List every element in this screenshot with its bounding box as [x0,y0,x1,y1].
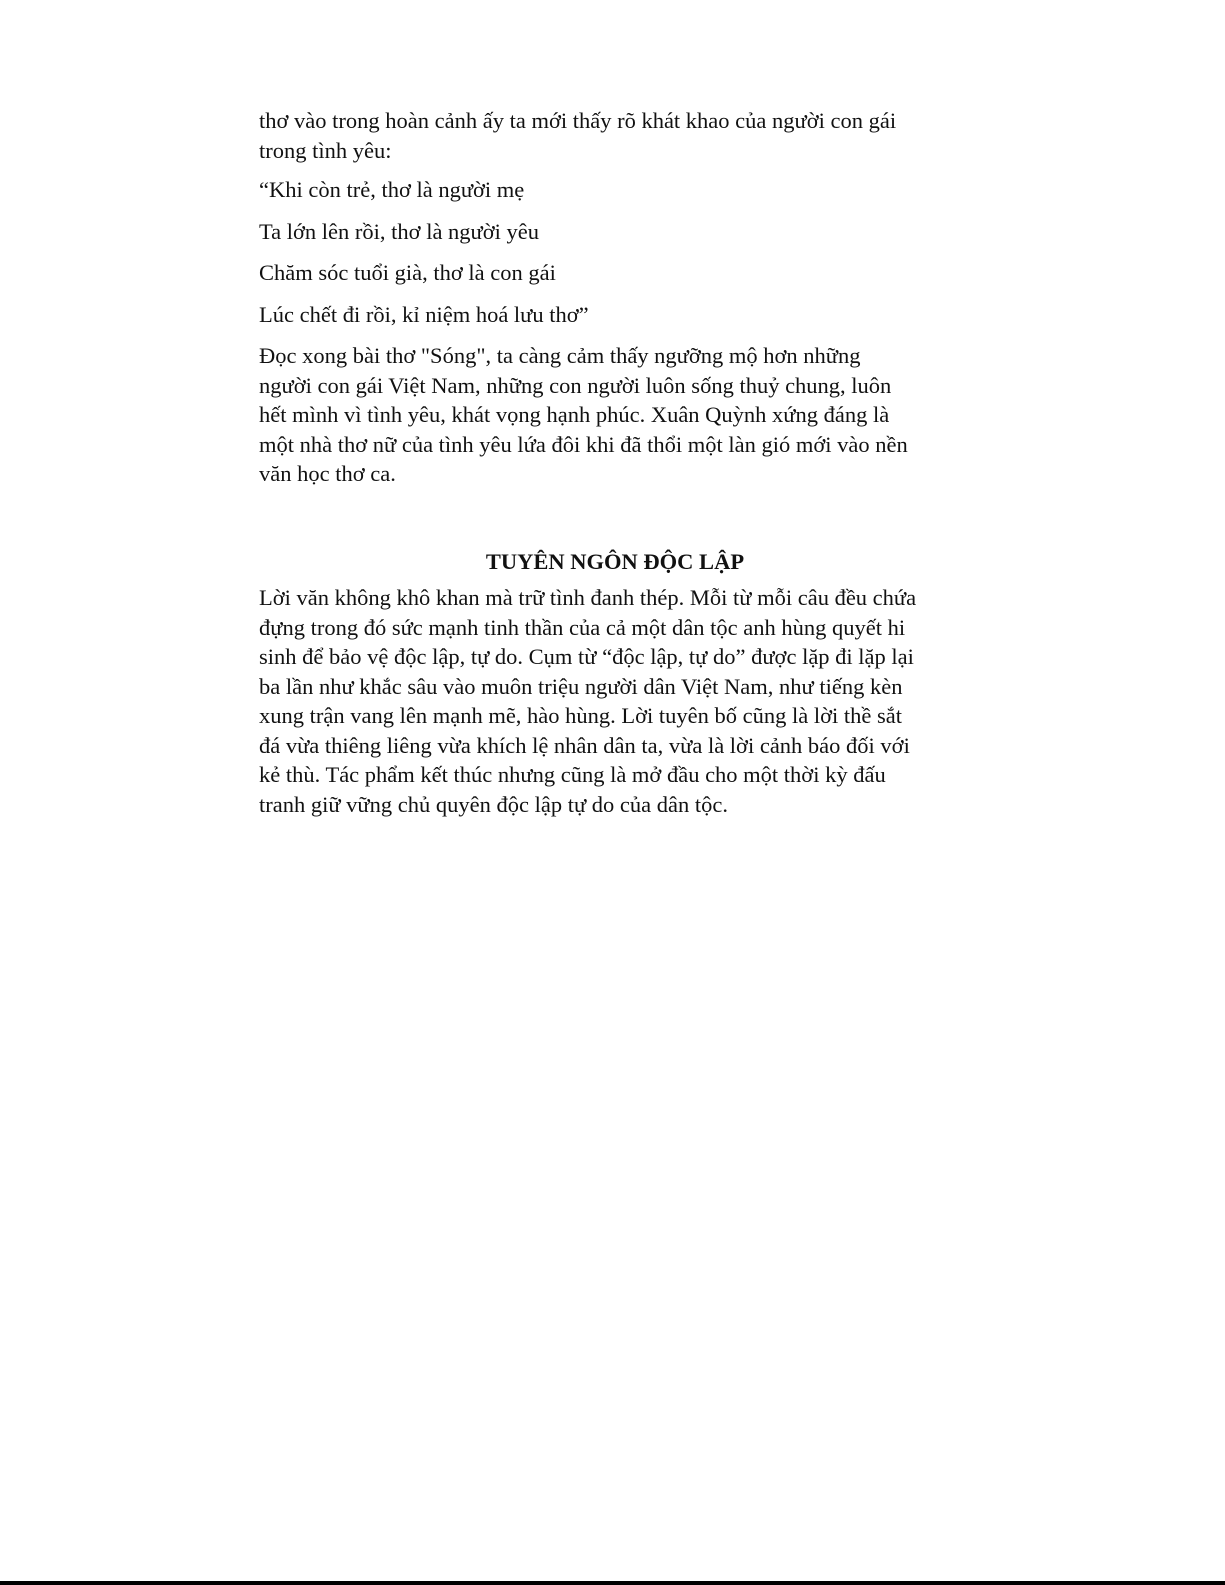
text-line: trong tình yêu: [259,137,392,163]
section-heading: TUYÊN NGÔN ĐỘC LẬP [485,548,745,574]
poem-line: Chăm sóc tuổi già, thơ là con gái [259,260,556,285]
text-line: đựng trong đó sức mạnh tinh thần của cả một dân tộc anh hùng quyết hi [259,614,906,640]
text-line: người con gái Việt Nam, những con người luôn sống thuỷ chung, luôn [259,372,892,398]
text-line: xung trận vang lên mạnh mẽ, hào hùng. Lời tuyên bố cũng là lời thề sắt [259,703,903,728]
poem-line: Lúc chết đi rồi, kỉ niệm hoá lưu thơ” [259,301,589,327]
text-line: một nhà thơ nữ của tình yêu lứa đôi khi đã thổi một làn gió mới vào nền [259,431,908,457]
text-line: Lời văn không khô khan mà trữ tình đanh thép. Mỗi từ mỗi câu đều chứa [259,585,917,610]
page-bottom-border [0,1581,1225,1585]
text-line: ba lần như khắc sâu vào muôn triệu người dân Việt Nam, như tiếng kèn [259,673,903,699]
poem-line: Ta lớn lên rồi, thơ là người yêu [259,218,540,244]
conclusion-paragraph [259,341,971,489]
text-line: sinh để bảo vệ độc lập, tự do. Cụm từ “độc lập, tự do” được lặp đi lặp lại [259,644,914,669]
text-line: văn học thơ ca. [259,461,396,486]
section-body-paragraph [259,583,971,819]
text-line: kẻ thù. Tác phẩm kết thúc nhưng cũng là mở đầu cho một thời kỳ đấu [259,762,886,787]
text-line: thơ vào trong hoàn cảnh ấy ta mới thấy rõ khát khao của người con gái [259,108,897,133]
text-line: Đọc xong bài thơ "Sóng", ta càng cảm thấy ngưỡng mộ hơn những [259,343,861,368]
text-line: đá vừa thiêng liêng vừa khích lệ nhân dân ta, vừa là lời cảnh báo đối với [259,732,910,758]
intro-paragraph [259,106,971,165]
poem-stanza [259,175,971,329]
text-line: tranh giữ vững chủ quyên độc lập tự do của dân tộc. [259,791,728,817]
poem-line: “Khi còn trẻ, thơ là người mẹ [259,177,525,202]
document-page [259,106,971,819]
text-line: hết mình vì tình yêu, khát vọng hạnh phúc. Xuân Quỳnh xứng đáng là [259,402,890,427]
